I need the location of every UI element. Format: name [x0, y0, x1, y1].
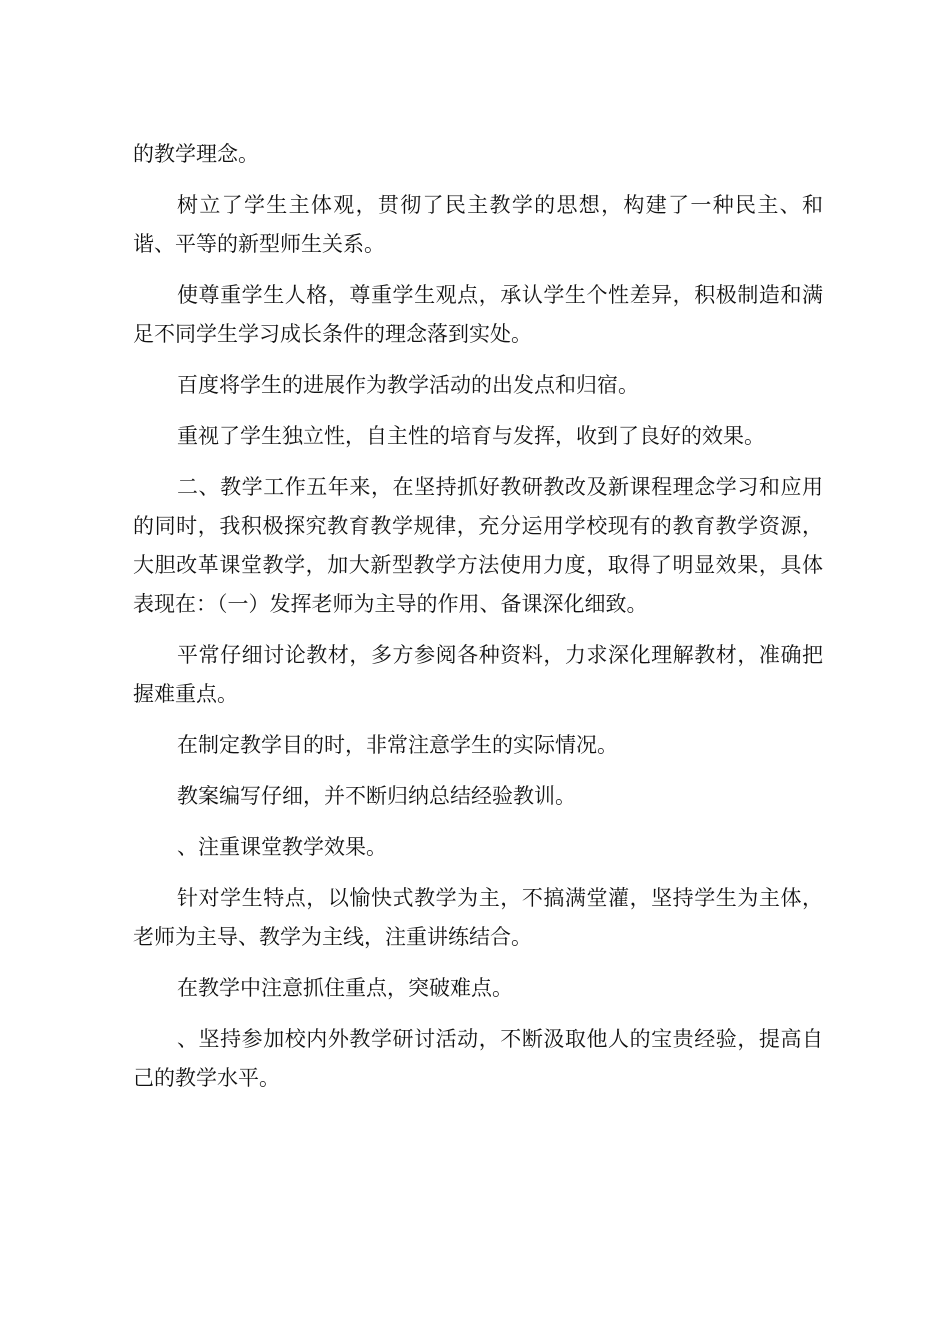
paragraph: 树立了学生主体观，贯彻了民主教学的思想，构建了一种民主、和谐、平等的新型师生关系。 — [133, 193, 823, 256]
paragraph: 针对学生特点，以愉快式教学为主，不搞满堂灌，坚持学生为主体，老师为主导、教学为主线，注重讲练结合。 — [133, 886, 823, 949]
paragraph: 平常仔细讨论教材，多方参阅各种资料，力求深化理解教材，准确把握难重点。 — [133, 643, 823, 706]
paragraph-continuation: 的教学理念。 — [133, 142, 259, 166]
paragraph: 在教学中注意抓住重点，突破难点。 — [177, 976, 513, 1000]
document-body — [133, 135, 823, 1110]
paragraph: 教案编写仔细，并不断归纳总结经验教训。 — [177, 784, 576, 808]
paragraph: 、坚持参加校内外教学研讨活动，不断汲取他人的宝贵经验，提高自己的教学水平。 — [133, 1027, 823, 1090]
paragraph: 使尊重学生人格，尊重学生观点，承认学生个性差异，积极制造和满足不同学生学习成长条件的理念落到实处。 — [133, 283, 823, 346]
paragraph: 、注重课堂教学效果。 — [177, 835, 387, 859]
paragraph: 二、教学工作五年来，在坚持抓好教研教改及新课程理念学习和应用的同时，我积极探究教育教学规律，充分运用学校现有的教育教学资源，大胆改革课堂教学，加大新型教学方法使用力度，取得了明显效果，具体表现在：（一）发挥老师为主导的作用、备课深化细致。 — [133, 475, 823, 616]
paragraph: 重视了学生独立性，自主性的培育与发挥，收到了良好的效果。 — [177, 424, 765, 448]
paragraph: 在制定教学目的时，非常注意学生的实际情况。 — [177, 733, 618, 757]
paragraph: 百度将学生的进展作为教学活动的出发点和归宿。 — [177, 373, 639, 397]
